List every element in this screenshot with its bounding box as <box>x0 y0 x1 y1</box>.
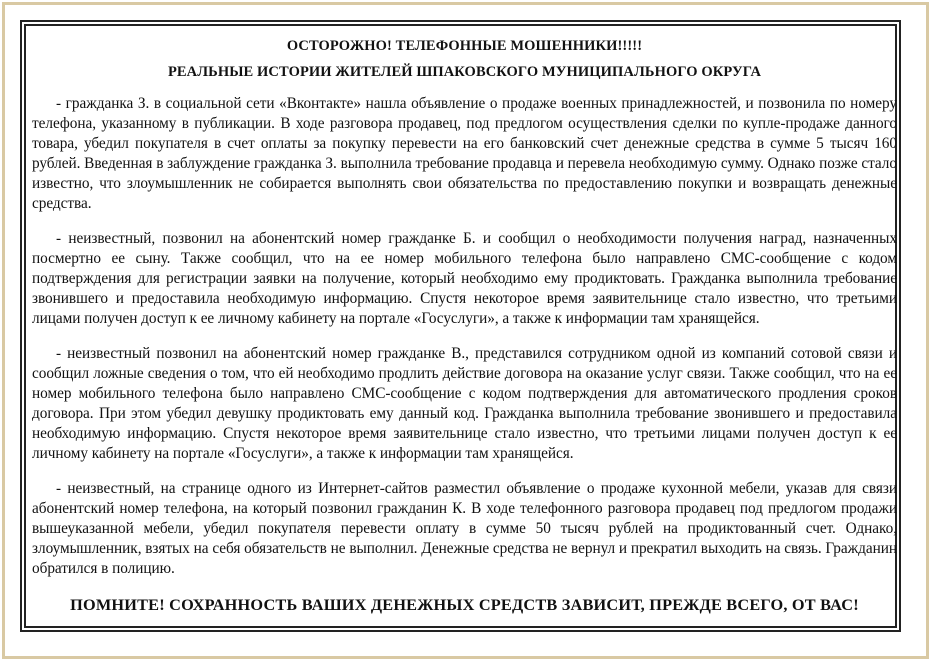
notice-title: ОСТОРОЖНО! ТЕЛЕФОННЫЕ МОШЕННИКИ!!!!! <box>286 38 643 54</box>
story-paragraph-4: - неизвестный, на странице одного из Интернет-сайтов разместил объявление о продаже кухонной мебели, указав для связи абонентский номер телефона, на который позвонил гражданин К. В ходе телефонного разговора продавец под предлогом продажи вышеуказанной мебели, убедил покупателя перевести оплату в сумме 50 тысяч рублей на продиктованный счет. Однако, злоумышленник, взятых на себя обязательств не выполнил. Денежные средства не вернул и прекратил выходить на связь. Гражданин обратился в полицию. <box>32 480 897 577</box>
story-paragraph-2: - неизвестный, позвонил на абонентский номер гражданке Б. и сообщил о необходимости получения наград, назначенных посмертно ее сыну. Также сообщил, что на ее номер мобильного телефона было направлено СМС-сообщение с кодом подтверждения для регистрации заявки на получение, который необходимо ему продиктовать. Гражданка выполнила требование звонившего и предоставила необходимую информацию. Спустя некоторое время заявительнице стало известно, что третьими лицами получен доступ к ее личному кабинету на портале «Госуслуги», а также к информации там хранящейся. <box>32 230 897 327</box>
notice-subtitle: РЕАЛЬНЫЕ ИСТОРИИ ЖИТЕЛЕЙ ШПАКОВСКОГО МУНИЦИПАЛЬНОГО ОКРУГА <box>167 64 762 80</box>
warning-footer: ПОМНИТЕ! СОХРАННОСТЬ ВАШИХ ДЕНЕЖНЫХ СРЕДСТВ ЗАВИСИТ, ПРЕЖДЕ ВСЕГО, ОТ ВАС! <box>70 595 859 614</box>
notice-content <box>32 36 897 616</box>
story-paragraph-1: - гражданка З. в социальной сети «Вконтакте» нашла объявление о продаже военных принадлежностей, и позвонила по номеру телефона, указанному в публикации. В ходе разговора продавец, под предлогом осуществления сделки по купле-продаже данного товара, убедил покупателя в счет оплаты за покупку перевести на его банковский счет денежные средства в сумме 5 тысяч 160 рублей. Введенная в заблуждение гражданка З. выполнила требование продавца и перевела необходимую сумму. Однако позже стало известно, что злоумышленник не собирается выполнять свои обязательства по предоставлению покупки и возвращать денежные средства. <box>32 95 897 212</box>
story-paragraph-3: - неизвестный позвонил на абонентский номер гражданке В., представился сотрудником одной из компаний сотовой связи и сообщил ложные сведения о том, что ей необходимо продлить действие договора на оказание услуг связи. Также сообщил, что на ее номер мобильного телефона было направлено СМС-сообщение с кодом подтверждения для автоматического продления сроков договора. При этом убедил девушку продиктовать ему данный код. Гражданка выполнила требование звонившего и предоставила необходимую информацию. Спустя некоторое время заявительнице стало известно, что третьими лицами получен доступ к ее личному кабинету на портале «Госуслуги», а также к информации там хранящейся. <box>32 345 897 462</box>
